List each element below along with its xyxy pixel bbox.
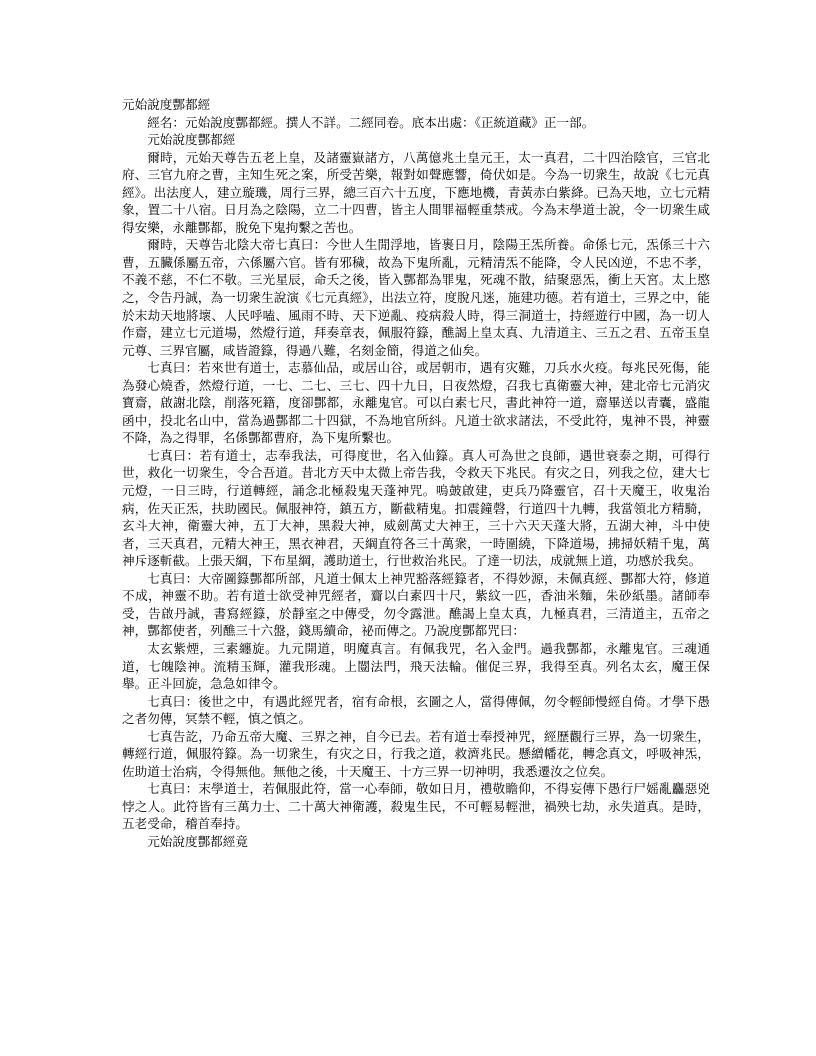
body-paragraph: 七真曰：若來世有道士，志慕仙品，或居山谷，或居朝市，遇有灾難，刀兵水火疫。每兆民死傷，能為發心燒香，然燈行道，一七、二七、三七、四十九日，日夜然燈，召我七真衛靈大神，建北帝七元消灾寶齋，啟謝北陰，削落死籍，度卻酆都，永離鬼官。可以白素七尺，書此神符一道，齋畢送以青囊，盛龍函中，投北名山中，當為過酆都二十四獄，不為地官所紏。凡道士欲求諸法，不受此符，鬼神不畏，神靈不降，為之得罪，名係酆都曹府，為下鬼所繫也。	[122, 360, 710, 446]
body-paragraph: 爾時，天尊告北陰大帝七真曰：今世人生閒浮地，皆裹日月，陰陽王炁所養。命係七元，炁係三十六曹，五臟係屬五帝，六係屬六官。皆有邪穢，故為下鬼所亂，元精清炁不能降，令人民凶逆，不忠不孝，不義不慈，不仁不敬。三光星辰，命夭之後，皆入酆都為罪鬼，死魂不散，結聚惡炁，衝上天宮。太上愍之，令告丹誠，為一切衆生說演《七元真經》，出法立符，度脫凡迷，施建功德。若有道士，三界之中，能於末劫天地將壞、人民呼嗑、風雨不時、天下逆亂、疫病殺人時，得三洞道士，持經遊行中國，為一切人作齋，建立七元道場，然燈行道，拜奏章表，佩服符籙，醮謁上皇太真、九清道主、三五之君、五帝玉皇元尊、三界官屬，咸皆證籙，得過八難，名刻金簡，得道之仙矣。	[122, 237, 710, 358]
body-paragraph: 太玄紫煙，三素纏旋。九元開道，明魔真言。有佩我咒，名入金門。過我酆都，永離鬼官。三魂通道，七魄陰神。流精玉輝，灌我形魂。上闓法門，飛天法輪。催促三界，我得至真。列名太玄，魔王保舉。正斗回旋，急急如律令。	[122, 640, 710, 692]
body-paragraph: 爾時，元始天尊告五老上皇，及諸靈嶽諸方，八萬億兆土皇元王，太一真君，二十四治陰官，三官北府、三官九府之曹，主知生死之案，所受苦樂，報對如聲應響，倚伏如是。今為一切衆生，故說《七元真經》。出法度人，建立璇璣，周行三界，總三百六十五度，下應地機，青黃赤白紫絳。已為天地，立七元精象，置二十八宿。日月為之陰陽，立二十四曹，皆主人間罪福輕重禁戒。今為末學道士說，令一切衆生咸得安樂，永離酆都，脫免下鬼拘繫之苦也。	[122, 149, 710, 235]
document-colophon: 經名：元始說度酆都經。撰人不詳。二經同卷。底本出處：《正統道藏》正一部。	[147, 114, 595, 130]
body-paragraph: 七真曰：大帝圖籙酆都所部，凡道士佩太上神咒豁落經籙者，不得妙源，未佩真經、酆都大符，修道不成，神靈不助。若有道士欲受神咒經者，齎以白素四十尺，紫紋一匹，香油米麵，朱砂紙墨。諸師奉受，告啟丹誠，書寫經籙，於靜室之中傳受，勿令露泄。醮謁上皇太真，九極真君，三清道主，五帝之神，酆都使者，列醮三十六盤，錢馬續命，祕而傳之。乃說度酆都咒曰：	[122, 570, 710, 639]
body-paragraph: 七真曰：後世之中，有遇此經咒者，宿有命根，玄圖之人，當得傳佩，勿令輕師慢經自倚。才學下愚之者勿傳，冥禁不輕，慎之慎之。	[122, 693, 710, 727]
body-paragraph: 七真告訖，乃命五帝大魔、三界之神，自今已去。若有道士奉授神咒，經歷觀行三界，為一切衆生，轉經行道，佩服符籙。為一切衆生，有灾之日，行我之道，救濟兆民。懸繒幡花，轉念真文，呼吸神炁，佐助道士治病，令得無他。無他之後，十天魔王、十方三界一切神明，我悉遷汝之位矣。	[122, 728, 710, 779]
body-paragraph: 七真曰：若有道士，志奉我法，可得度世，名入仙籙。真人可為世之良師，遇世衰泰之期，可得行世，救化一切衆生，令合吾道。昔北方天中太微上帝告我，令救天下兆民。有灾之日，列我之位，建大七元燈，一日三時，行道轉經，誦念北極殺鬼天蓬神咒。嗚皷啟建，吏兵乃降靈官，召十天魔王，收鬼治病，佐天正炁，扶助國民。佩服神符，鎮五方，斷截精鬼。扣震鐘磬，行道四十九轉，我當領北方精騎，玄斗大神，衛靈大神，五丁大神，黑殺大神，威劍萬丈大神王，三十六天天蓬大將，五湖大神，斗中使者，三天真君，元精大神王，黑衣神君，天綱直符各三十萬衆，一時圍繞，下降道場，拂掃妖精千鬼，萬神斥逐斬截。上張天綱，下布星綱，護助道士，行世救治兆民。了達一切法，成就無上道，功感於我矣。	[122, 447, 710, 569]
document-body	[122, 96, 710, 851]
document-subheading: 元始說度酆都經	[147, 132, 236, 148]
document-closing: 元始說度酆都經竟	[147, 833, 248, 849]
document-heading: 元始說度酆都經	[122, 97, 211, 112]
body-paragraph: 七真曰：末學道士，若佩服此符，當一心奉師，敬如日月，禮敬瞻仰，不得妄傳下愚行尸媱亂麤惡兇悖之人。此符皆有三萬力士、二十萬大神衛護，殺鬼生民，不可輕易輕泄，禍殃七劫，永失道真。是時，五老受命，稽首奉持。	[122, 781, 710, 832]
